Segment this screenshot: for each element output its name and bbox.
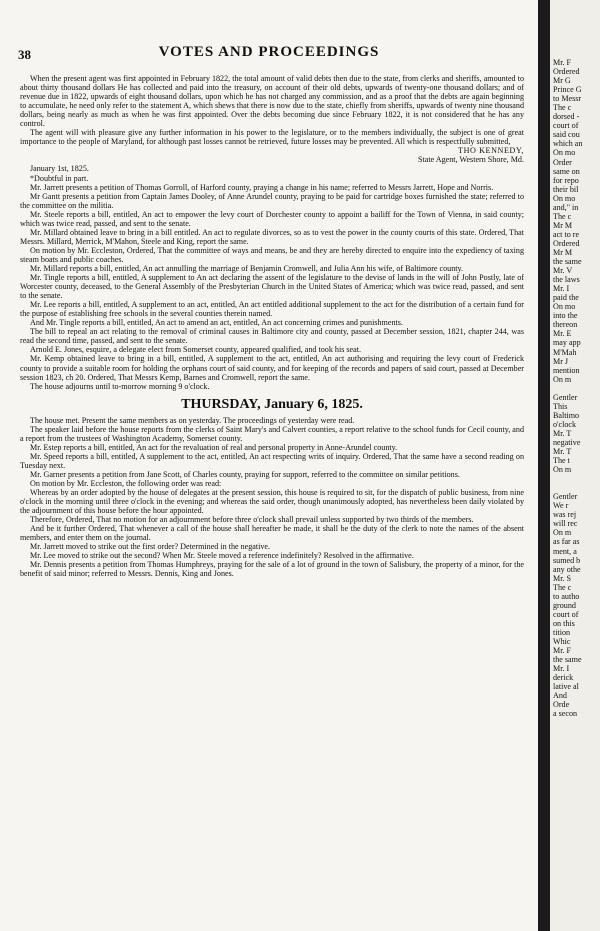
agent-report-section (20, 74, 524, 146)
adjacent-line: ground (553, 600, 576, 610)
adjacent-line: Mr J (553, 356, 569, 366)
adjacent-line: Mr G (553, 76, 571, 86)
day-heading: THURSDAY, January 6, 1825. (181, 396, 363, 412)
adjacent-page-edge (550, 0, 600, 931)
paragraph: The house adjourns until to-morrow morning 9 o'clock. (30, 381, 210, 391)
paragraph: Mr. Estep reports a bill, entitled, An act for the revaluation of real and personal property in Anne-Arundel county. (30, 442, 398, 452)
adjacent-line: negative (553, 437, 581, 447)
paragraph: The bill to repeal an act relating to the removal of criminal causes in Baltimore city and county, passed at December session, 1821, chapter 244, was read the second time, passed, and sent to the senate. (20, 327, 524, 346)
adjacent-page-lines (550, 58, 582, 718)
adjacent-line: Mr. F (553, 646, 571, 656)
adjacent-line: a secon (553, 709, 578, 719)
paragraph: The speaker laid before the house reports from the clerks of Saint Mary's and Calvert counties, a report relative to the school funds for Cecil county, and a report from the trustees of Washington Academy, Somerset county. (20, 424, 524, 443)
adjacent-line: paid the (553, 293, 579, 303)
adjacent-line: Mr M (553, 247, 573, 257)
adjacent-line: on this (553, 618, 575, 628)
paragraph: Mr. Lee reports a bill, entitled, A supplement to an act, entitled, An act entitled additional supplement to the act for the distribution of a certain fund for the purpose of establishing free schools in the several counties therein named. (20, 300, 524, 319)
adjacent-line: Mr M (553, 220, 573, 230)
adjacent-line: Mr. F (553, 58, 571, 67)
adjacent-line: Whic (553, 637, 571, 646)
paragraph: Whereas by an order adopted by the house of delegates at the present session, this house is required to sit, for the dispatch of public business, from nine o'clock in the morning until three o'clock in the evening; and whereas the said order, though unanimously adopted, has nevertheless been daily violated by the adjournment of this house before the hour appointed. (20, 488, 524, 516)
adjacent-line: This (553, 401, 568, 411)
adjacent-line: Mr. V (553, 266, 573, 276)
page-gutter (538, 0, 550, 931)
adjacent-line: the same (553, 655, 582, 665)
adjacent-line: lative al (553, 682, 579, 692)
adjacent-line: their bil (553, 184, 579, 194)
adjacent-line: Mr. S (553, 573, 571, 583)
adjacent-line (550, 474, 582, 483)
signature-name: THO KENNEDY, (458, 146, 524, 156)
adjacent-line: Mr. T (553, 428, 572, 438)
adjacent-line: On mo (553, 148, 576, 158)
adjacent-line: o'clock (553, 419, 577, 429)
paragraph: Mr. Jarrett presents a petition of Thomas Gorroll, of Harford county, praying a change in his name; referred to Messrs Jarrett, Hope and Norris. (30, 182, 494, 192)
adjacent-line (550, 384, 582, 393)
adjacent-line: Orde (553, 700, 570, 710)
paragraph: Mr. Lee moved to strike out the second? When Mr. Steele moved a reference indefinitely? Resolved in the affirmative. (30, 551, 414, 561)
adjacent-line: as far as (553, 537, 580, 547)
paragraph: Mr. Kemp obtained leave to bring in a bill, entitled, A supplement to the act, entitled, An act authorising and requiring the levy court of Frederick county to provide a suitable room for holding the orphans court of said county, and for keeping of the records and papers of said court, passed at December session 1823, ch 20. Ordered, That Messrs Kemp, Barnes and Cromwell, report the same. (20, 354, 524, 382)
paragraph: The house met. Present the same members as on yesterday. The proceedings of yesterday were read. (30, 415, 355, 425)
adjacent-line: The t (553, 456, 570, 466)
adjacent-line: derick (553, 673, 574, 683)
adjacent-line: and," in (553, 202, 579, 212)
adjacent-line: act to re (553, 229, 580, 239)
page-number: 38 (18, 47, 31, 62)
paragraph: Mr. Garner presents a petition from Jane Scott, of Charles county, praying for support, referred to the committee on similar petitions. (30, 469, 460, 479)
page-body (20, 74, 524, 578)
adjacent-line: Mr. E (553, 329, 572, 339)
paragraph: Mr. Steele reports a bill, entitled, An act to empower the levy court of Dorchester county to appoint a bailiff for the Town of Vienna, in said county; which was twice read, passed, and sent to the senate. (20, 209, 524, 228)
adjacent-line: Baltimo (553, 410, 580, 420)
adjacent-line: any othe (553, 564, 581, 574)
paragraph: Mr. Jarrett moved to strike out the first order? Determined in the negative. (30, 542, 271, 552)
adjacent-line: to Messr (553, 94, 582, 104)
adjacent-line: Mr. I (553, 284, 570, 294)
adjacent-line: mention (553, 365, 580, 375)
paragraph: Mr. Dennis presents a petition from Thomas Humphreys, praying for the sale of a lot of ground in the town of Salisbury, the property of a minor, for the benefit of said minor; referred to Messrs. Dennis, King and Jones. (20, 560, 524, 579)
paragraph: And be it further Ordered, That whenever a call of the house shall hereafter be made, it shall be the duty of the clerk to note the names of the absent members, and enter them on the journal. (20, 524, 524, 543)
adjacent-line: Gentler (553, 492, 578, 502)
paragraph: Mr. Millard obtained leave to bring in a bill entitled. An act to regulate divorces, so as to vest the power in the county courts of this state. Ordered, That Messrs. Millard, Merrick, M'Mahon, Steele and King, report the same. (20, 227, 524, 246)
adjacent-line: On m (553, 528, 572, 538)
paragraph: Therefore, Ordered, That no motion for an adjournment before three o'clock shall prevail unless supported by two thirds of the members. (30, 515, 474, 525)
adjacent-line: On m (553, 465, 572, 475)
paragraph: Mr. Tingle reports a bill, entitled, A supplement to An act declaring the assent of the legislature to the devise of lands in the will of John Postly, late of Worcester county, deceased, to the General Assembly of the Presbyterian Church in the United States of America; which was twice read, passed, and sent to the senate. (20, 273, 524, 301)
wednesday-proceedings (20, 183, 524, 391)
adjacent-line: will rec (553, 519, 578, 529)
adjacent-line (550, 483, 582, 492)
adjacent-line: tition (553, 627, 571, 637)
adjacent-line: sumed b (553, 555, 581, 565)
adjacent-line: The c (553, 103, 572, 113)
adjacent-line: We r (553, 501, 569, 511)
adjacent-line: The c (553, 211, 572, 221)
adjacent-line: for repo (553, 175, 579, 185)
adjacent-line: On mo (553, 302, 576, 312)
adjacent-line: ment, a (553, 546, 577, 556)
paragraph: When the present agent was first appointed in February 1822, the total amount of valid debts then due to the state, from clerks and sheriffs, amounted to about thirty thousand dollars He has collected and paid into the treasury, on account of their old debts, upwards of twenty-one thousand dollars; and of revenue due in 1822, upwards of eight thousand dollars, upon which he has not charged any commission, and as a proof that the debts are again beginning to accumulate, he need only refer to the statement A, which shews that there is now due to the state, chiefly from sheriffs, upwards of twenty nine thousand dollars, being nearly as much as when he was first appointed. Over the debts becoming due since February 1822, it is not considered that he has any control. (20, 74, 524, 129)
adjacent-line: court of (553, 609, 579, 619)
adjacent-line: Gentler (553, 392, 578, 402)
adjacent-line: dorsed - (553, 112, 580, 122)
adjacent-line: Ordered (553, 67, 580, 77)
adjacent-line: The c (553, 582, 572, 592)
thursday-proceedings (20, 416, 524, 579)
adjacent-line: the same (553, 257, 582, 267)
paragraph: And Mr. Tingle reports a bill, entitled, An act to amend an act, entitled, An act concerning crimes and punishments. (30, 318, 403, 328)
adjacent-line: may app (553, 338, 581, 348)
dateline: January 1st, 1825. (30, 164, 89, 174)
paragraph: On motion by Mr. Eccleston, the following order was read: (30, 478, 222, 488)
adjacent-line: into the (553, 311, 578, 321)
adjacent-line: thereon (553, 320, 578, 330)
adjacent-line: M'Mah (553, 347, 577, 357)
adjacent-line: the laws (553, 275, 580, 285)
adjacent-line: And (553, 691, 567, 701)
paragraph: On motion by Mr. Eccleston, Ordered, That the committee of ways and means, be and they are hereby directed to enquire into the expediency of taxing steam boats and public coaches. (20, 245, 524, 264)
paragraph: Mr. Millard reports a bill, entitled, An act annulling the marriage of Benjamin Cromwell, and Julia Ann his wife, of Baltimore county. (30, 263, 464, 273)
adjacent-line: to autho (553, 591, 580, 601)
adjacent-line: Order (553, 157, 572, 167)
paragraph: Mr. Speed reports a bill, entitled, A supplement to the act, entitled, An act respecting writs of inquiry. Ordered, That the same have a second reading on Tuesday next. (20, 451, 524, 470)
signature-title: State Agent, Western Shore, Md. (418, 155, 524, 165)
adjacent-line: was rej (553, 510, 577, 520)
adjacent-line: said cou (553, 130, 580, 140)
adjacent-line: Mr. T (553, 447, 572, 457)
footnote: *Doubtful in part. (30, 173, 89, 183)
paragraph: Arnold E. Jones, esquire, a delegate elect from Somerset county, appeared qualified, and took his seat. (30, 345, 361, 355)
adjacent-line: which an (553, 139, 583, 149)
adjacent-line: Mr. I (553, 664, 570, 674)
adjacent-line: On m (553, 374, 572, 384)
adjacent-line: Ordered (553, 238, 580, 248)
running-title: VOTES AND PROCEEDINGS (158, 44, 380, 60)
paragraph: The agent will with pleasure give any further information in his power to the legislature, or to the members individually, the subject is one of great importance to the people of Maryland, for although past losses cannot be retrieved, future losses may be prevented. All which is respectfully submitted, (20, 128, 524, 147)
adjacent-line: court of (553, 121, 579, 131)
adjacent-line: same on (553, 166, 580, 176)
paragraph: Mr Gantt presents a petition from Captain James Dooley, of Anne Arundel county, praying to be paid for cartridge boxes furnished the state; referred to the committee on the militia. (20, 191, 524, 210)
adjacent-line: Prince G (553, 85, 582, 95)
adjacent-line: On mo (553, 193, 576, 203)
